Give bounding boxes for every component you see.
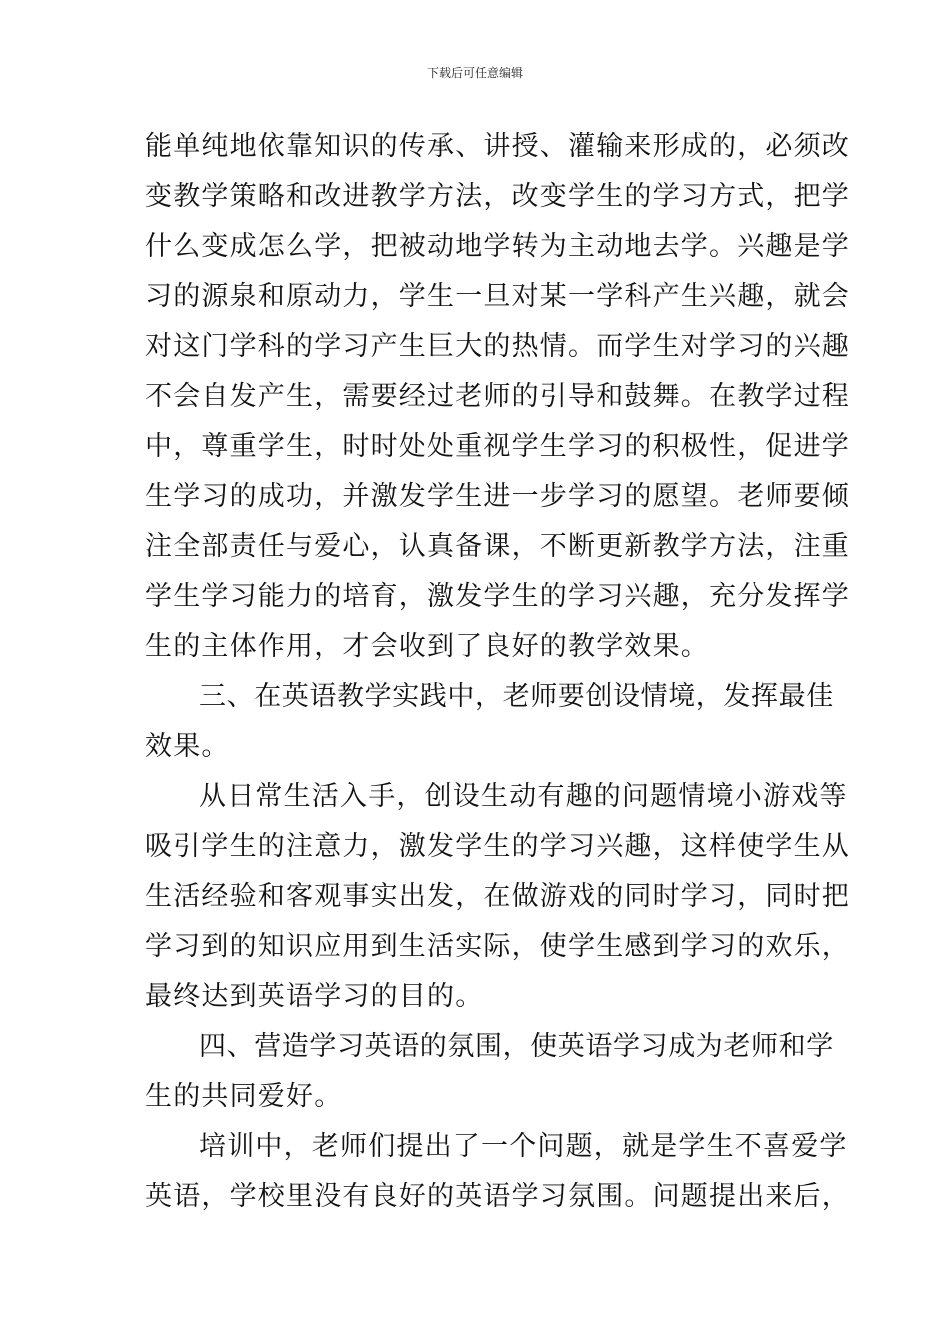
- text-line: 生的共同爱好。: [145, 1081, 343, 1112]
- text-line: 生学习的成功，并激发学生进一步学习的愿望。老师要倾: [145, 481, 850, 512]
- text-line: 习的源泉和原动力，学生一旦对某一学科产生兴趣，就会: [145, 281, 850, 312]
- text-line: 变教学策略和改进教学方法，改变学生的学习方式，把学: [145, 181, 850, 212]
- text-line: 对这门学科的学习产生巨大的热情。而学生对学习的兴趣: [145, 331, 850, 362]
- text-line: 最终达到英语学习的目的。: [145, 981, 484, 1012]
- text-line: 生的主体作用，才会收到了良好的教学效果。: [145, 631, 709, 662]
- paragraph-start: 从日常生活入手，创设生动有趣的问题情境小游戏等: [199, 781, 848, 812]
- section-heading-4: 四、营造学习英语的氛围，使英语学习成为老师和学: [199, 1031, 834, 1062]
- text-line: 学生学习能力的培育，激发学生的学习兴趣，充分发挥学: [145, 581, 850, 612]
- text-line: 吸引学生的注意力，激发学生的学习兴趣，这样使学生从: [145, 831, 850, 862]
- header-note: 下载后可任意编辑: [426, 66, 523, 80]
- section-heading-3: 三、在英语教学实践中，老师要创设情境，发挥最佳: [199, 681, 834, 712]
- text-line: 效果。: [145, 731, 230, 762]
- text-line: 学习到的知识应用到生活实际，使学生感到学习的欢乐，: [145, 931, 850, 962]
- text-line: 什么变成怎么学，把被动地学转为主动地去学。兴趣是学: [145, 231, 850, 262]
- text-line: 能单纯地依靠知识的传承、讲授、灌输来形成的，必须改: [145, 131, 850, 162]
- paragraph-start: 培训中，老师们提出了一个问题，就是学生不喜爱学: [199, 1131, 848, 1162]
- document-body: [145, 122, 850, 1222]
- text-line: 不会自发产生，需要经过老师的引导和鼓舞。在教学过程: [145, 381, 850, 412]
- text-line: 英语，学校里没有良好的英语学习氛围。问题提出来后，: [145, 1181, 850, 1212]
- text-line: 生活经验和客观事实出发，在做游戏的同时学习，同时把: [145, 881, 850, 912]
- text-line: 注全部责任与爱心，认真备课，不断更新教学方法，注重: [145, 531, 850, 562]
- text-line: 中，尊重学生，时时处处重视学生学习的积极性，促进学: [145, 431, 850, 462]
